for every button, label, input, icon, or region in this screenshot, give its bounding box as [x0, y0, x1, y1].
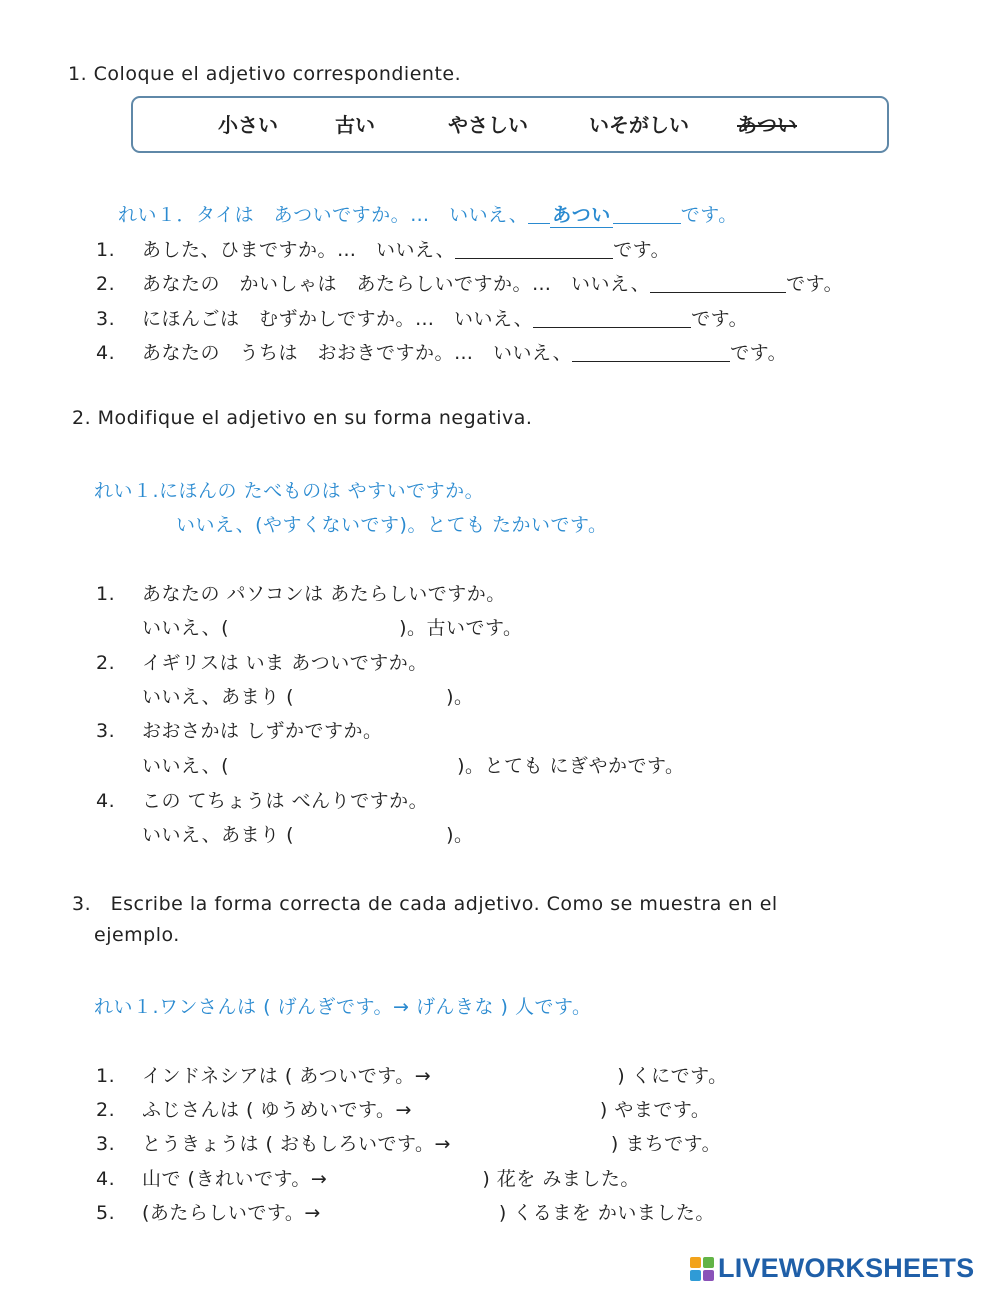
item-question: イギリスは いま あついですか。 [142, 652, 428, 674]
section-3-heading: 3. Escribe la forma correcta de cada adjetivo. Como se muestra en el [72, 893, 778, 915]
example-answer: あつい [550, 200, 613, 228]
answer-blank[interactable] [455, 240, 613, 259]
s1-item [96, 304, 748, 331]
item-question: おおさかは しずかですか。 [142, 720, 383, 742]
answer-suffix: )。とても にぎやかです。 [457, 755, 685, 777]
answer-blank[interactable] [572, 343, 730, 362]
item-number: 3. [96, 1133, 116, 1155]
item-number: 1. [96, 583, 116, 605]
item-question: 山で (きれいです。→ [142, 1168, 328, 1190]
example-ending: です。 [680, 204, 738, 226]
answer-prefix: いいえ、( [142, 755, 230, 777]
item-number: 2. [96, 1099, 116, 1121]
item-number: 3. [96, 720, 116, 742]
answer-prefix: いいえ、( [142, 617, 230, 639]
s2-item-answer [142, 820, 474, 847]
word-bank-item: いそがしい [589, 113, 689, 137]
item-number: 4. [96, 790, 116, 812]
item-ending: ) くるまを かいました。 [498, 1202, 715, 1224]
s2-item-answer [142, 751, 685, 778]
item-ending: ) やまです。 [599, 1099, 711, 1121]
word-bank-item: 小さい [218, 113, 278, 137]
item-question: にほんごは むずかしですか。… いいえ、 [142, 308, 534, 330]
item-number: 1. [96, 1065, 116, 1087]
item-number: 1. [96, 239, 116, 261]
logo-blocks-icon [690, 1257, 714, 1281]
logo-text: LIVEWORKSHEETS [718, 1253, 975, 1283]
s3-item [96, 1129, 721, 1156]
section-2-example-answer: いいえ、(やすくないです)。とても たかいです。 [176, 514, 608, 536]
section-3-heading-cont: ejemplo. [94, 924, 180, 946]
item-number: 2. [96, 273, 116, 295]
s2-item-answer [142, 613, 522, 640]
item-question: インドネシアは ( あついです。→ [142, 1065, 432, 1087]
item-question: とうきょうは ( おもしろいです。→ [142, 1133, 451, 1155]
item-ending: ) 花を みました。 [482, 1168, 640, 1190]
answer-suffix: )。古いです。 [399, 617, 523, 639]
item-ending: です。 [613, 239, 671, 261]
item-question: ふじさんは ( ゆうめいです。→ [142, 1099, 412, 1121]
item-question: あなたの かいしゃは あたらしいですか。… いいえ、 [142, 273, 651, 295]
item-question: この てちょうは べんりですか。 [142, 790, 429, 812]
item-number: 3. [96, 308, 116, 330]
section-1-example [118, 200, 738, 228]
item-ending: です。 [730, 342, 788, 364]
liveworksheets-logo[interactable] [690, 1253, 974, 1284]
s3-item [96, 1095, 710, 1122]
item-question: あなたの パソコンは あたらしいですか。 [142, 583, 506, 605]
word-bank-item: 古い [335, 113, 375, 137]
item-ending: ) くにです。 [617, 1065, 728, 1087]
s3-item [96, 1164, 640, 1191]
item-number: 2. [96, 652, 116, 674]
word-bank-item-used: あつい [737, 113, 797, 137]
item-number: 4. [96, 342, 116, 364]
item-ending: ) まちです。 [610, 1133, 722, 1155]
s2-item-question [96, 648, 428, 675]
s2-item-question [96, 786, 428, 813]
section-2-example-question: れい１.にほんの たべものは やすいですか。 [94, 480, 485, 502]
s1-item [96, 338, 787, 365]
answer-suffix: )。 [446, 824, 474, 846]
answer-prefix: いいえ、あまり ( [142, 824, 295, 846]
s3-item [96, 1198, 715, 1225]
answer-blank[interactable] [533, 309, 691, 328]
section-3-example: れい１.ワンさんは ( げんぎです。→ げんきな ) 人です。 [94, 996, 592, 1018]
s1-item [96, 269, 843, 296]
s1-item [96, 235, 670, 262]
item-ending: です。 [691, 308, 749, 330]
item-number: 5. [96, 1202, 116, 1224]
item-ending: です。 [786, 273, 844, 295]
item-question: あなたの うちは おおきですか。… いいえ、 [142, 342, 573, 364]
section-1-heading: 1. Coloque el adjetivo correspondiente. [68, 63, 462, 85]
example-prompt: れい１．タイは あついですか。… いいえ、 [118, 204, 529, 226]
s3-item [96, 1061, 728, 1088]
word-bank-item: やさしい [448, 113, 528, 137]
answer-prefix: いいえ、あまり ( [142, 686, 295, 708]
item-question: あした、ひまですか。… いいえ、 [142, 239, 456, 261]
answer-blank[interactable] [650, 274, 786, 293]
s2-item-answer [142, 682, 474, 709]
section-2-heading: 2. Modifique el adjetivo en su forma negativa. [72, 407, 533, 429]
item-number: 4. [96, 1168, 116, 1190]
s2-item-question [96, 716, 383, 743]
s2-item-question [96, 579, 506, 606]
item-question: (あたらしいです。→ [142, 1202, 321, 1224]
answer-suffix: )。 [446, 686, 474, 708]
